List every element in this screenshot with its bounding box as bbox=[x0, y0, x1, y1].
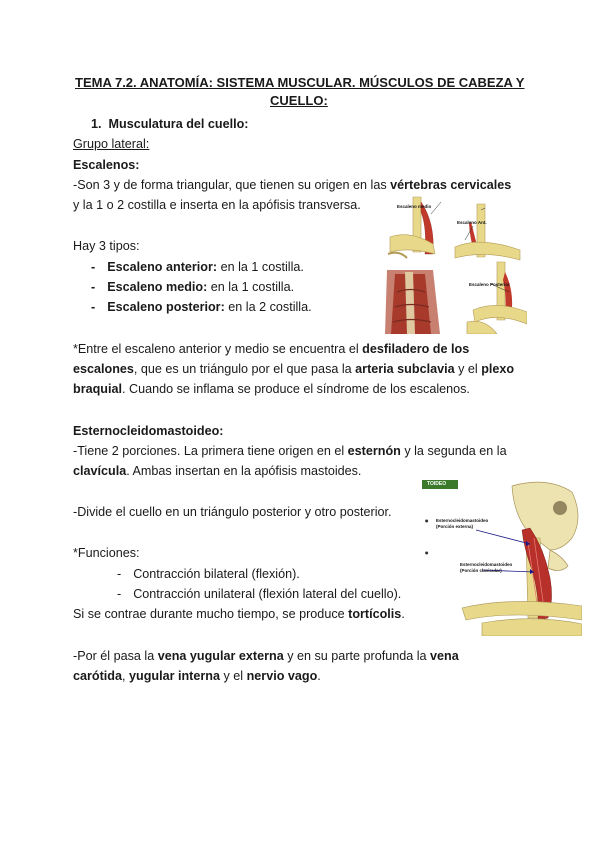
note-line1: *Entre el escaleno anterior y medio se encuentra el desfiladero de los bbox=[73, 342, 470, 356]
scm-tag: TOIDEO bbox=[427, 481, 447, 487]
type-item-posterior: - Escaleno posterior: en la 2 costilla. bbox=[91, 300, 312, 314]
escalenos-heading: Escalenos: bbox=[73, 158, 140, 172]
type-item-anterior: - Escaleno anterior: en la 1 costilla. bbox=[91, 260, 304, 274]
label-escaleno-medio: Escaleno medio bbox=[397, 204, 432, 209]
vena-line1: -Por él pasa la vena yugular externa y en su parte profunda la vena bbox=[73, 649, 459, 663]
esterno-heading: Esternocleidomastoideo: bbox=[73, 424, 224, 438]
scm-figure bbox=[422, 478, 582, 636]
section-title: Musculatura del cuello: bbox=[108, 117, 249, 131]
svg-text:●: ● bbox=[425, 550, 429, 555]
scalene-figure bbox=[385, 192, 527, 334]
scm-label2-line2: (Porción clavicular) bbox=[460, 568, 502, 573]
divide-text: -Divide el cuello en un triángulo posterior y otro posterior. bbox=[73, 505, 392, 519]
scm-label1-line2: (Porción externa) bbox=[436, 524, 474, 529]
functions-heading: *Funciones: bbox=[73, 546, 140, 560]
scalene-illustration bbox=[385, 192, 527, 334]
page-title-line2: CUELLO: bbox=[270, 93, 328, 108]
svg-text:●: ● bbox=[425, 518, 429, 523]
type-item-medio: - Escaleno medio: en la 1 costilla. bbox=[91, 280, 295, 294]
section-heading bbox=[91, 116, 248, 132]
vena-line2: carótida, yugular interna y el nervio vago. bbox=[73, 669, 321, 683]
escalenos-p1-line1: -Son 3 y de forma triangular, que tienen su origen en las vértebras cervicales bbox=[73, 178, 512, 192]
bottom-left-dissection bbox=[385, 270, 440, 334]
page-title-line1: TEMA 7.2. ANATOMÍA: SISTEMA MUSCULAR. MÚSCULOS DE CABEZA Y bbox=[75, 75, 525, 90]
label-escaleno-posterior: Escaleno Posterior bbox=[469, 282, 510, 287]
scm-label2-line1: Esternocleidomastoideo bbox=[460, 562, 513, 567]
esterno-line2: clavícula. Ambas insertan en la apófisis mastoides. bbox=[73, 464, 362, 478]
function-item-unilateral: - Contracción unilateral (flexión lateral del cuello). bbox=[117, 587, 402, 601]
note-line2: escalones, que es un triángulo por el que pasa la arteria subclavia y el plexo bbox=[73, 362, 515, 376]
types-intro: Hay 3 tipos: bbox=[73, 239, 140, 253]
scm-label1-line1: Esternocleidomastoideo bbox=[436, 518, 489, 523]
function-item-bilateral: - Contracción bilateral (flexión). bbox=[117, 567, 300, 581]
escalenos-p1-line2: y la 1 o 2 costilla e inserta en la apófisis transversa. bbox=[73, 198, 361, 212]
label-escaleno-ant: Escaleno Ant. bbox=[457, 220, 487, 225]
lateral-group-label: Grupo lateral: bbox=[73, 137, 150, 151]
torticolis-line: Si se contrae durante mucho tiempo, se produce tortícolis. bbox=[73, 607, 405, 621]
section-number: 1. bbox=[91, 117, 102, 131]
esterno-line1: -Tiene 2 porciones. La primera tiene origen en el esternón y la segunda en la bbox=[73, 444, 507, 458]
note-line3: braquial. Cuando se inflama se produce el síndrome de los escalenos. bbox=[73, 382, 470, 396]
scm-illustration bbox=[422, 478, 582, 636]
